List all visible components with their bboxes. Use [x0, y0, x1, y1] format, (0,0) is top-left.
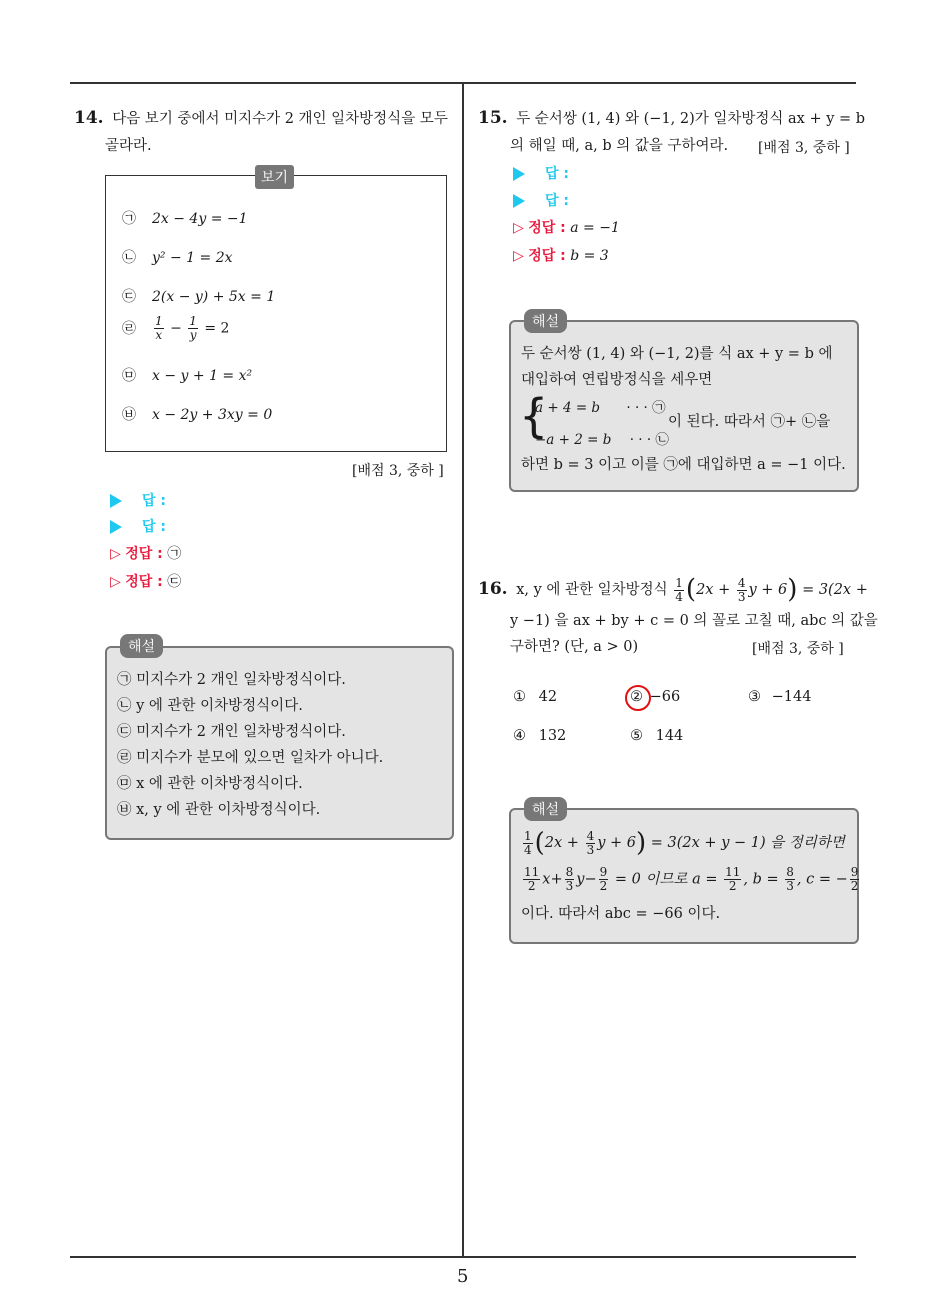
example-item — [122, 315, 229, 342]
question-text-line1: 두 순서쌍 (1, 4) 와 (−1, 2)가 일차방정식 ax + y = b — [516, 111, 866, 127]
solution-line: ㉠ 미지수가 2 개인 일차방정식이다. — [117, 672, 346, 688]
example-item — [122, 286, 275, 306]
item-expression: 2x − 4y = −1 — [152, 211, 248, 227]
solution-line: 이다. 따라서 abc = −66 이다. — [521, 906, 721, 922]
example-item — [122, 404, 272, 424]
item-expression-tail: = 2 — [204, 320, 230, 337]
column-divider — [462, 82, 464, 1257]
outline-triangle-icon: ▷ — [110, 574, 121, 590]
choice-marker: ③ — [748, 689, 761, 705]
question-text-line3: 구하면? (단, a > 0) — [510, 639, 639, 655]
score-tag: [배점 3, 중하 ] — [752, 641, 844, 657]
score-tag: [배점 3, 중하 ] — [352, 463, 444, 479]
system-equation-2: −a + 2 = b · · · ㉡ — [535, 432, 669, 448]
fraction: $\frac{1}{x}$ — [155, 314, 163, 342]
solution-line: ㉤ x 에 관한 이차방정식이다. — [117, 776, 303, 792]
answer-label: 답 : — [142, 493, 166, 509]
question-text-line2: y −1) 을 ax + by + c = 0 의 꼴로 고칠 때, abc 의 값을 — [510, 613, 878, 629]
outline-triangle-icon: ▷ — [513, 220, 524, 236]
choice-marker: ④ — [513, 728, 526, 744]
solution-line: $\frac{1}{4}$ (2x + $\frac{4}{3}$ y + 6) = 3(2x + y − 1) 을 정리하면 — [524, 828, 845, 858]
solution-line: $\frac{11}{2}$ x+ $\frac{8}{3}$ y− $\frac{9}{2}$ = 0 이므로 a = $\frac{11}{2}$ , b = $\frac{8}{3}$ , c = − $\frac{9}{2}$ — [524, 865, 859, 893]
answer-label: 답 : — [545, 193, 569, 209]
system-equation-1: a + 4 = b · · · ㉠ — [535, 400, 666, 416]
choice-2[interactable]: ② −66 — [630, 689, 681, 705]
correct-label: 정답 : — [528, 220, 566, 236]
item-expression: x − 2y + 3xy = 0 — [152, 407, 273, 423]
question-text-line2: 의 해일 때, a, b 의 값을 구하여라. — [510, 138, 729, 154]
item-marker: ㉤ — [122, 368, 136, 384]
item-marker: ㉥ — [122, 407, 136, 423]
correct-value: ㉠ — [167, 546, 182, 562]
solution-line: ㉢ 미지수가 2 개인 일차방정식이다. — [117, 724, 346, 740]
play-icon — [513, 194, 525, 208]
choice-1[interactable]: ① 42 — [513, 689, 558, 705]
choice-5[interactable]: ⑤ 144 — [630, 728, 684, 744]
solution-title: 해설 — [120, 634, 163, 658]
correct-answer — [110, 571, 181, 591]
answer-field[interactable] — [110, 516, 166, 536]
item-marker: ㉠ — [122, 211, 136, 227]
correct-answer — [513, 245, 609, 265]
correct-answer — [513, 217, 620, 237]
item-expression: 2(x − y) + 5x = 1 — [152, 289, 276, 305]
example-item — [122, 365, 252, 385]
outline-triangle-icon: ▷ — [110, 546, 121, 562]
item-marker: ㉡ — [122, 250, 136, 266]
question-text-line1: 16. x, y 에 관한 일차방정식 $\frac{1}{4}$ (2x + $\frac{4}{3}$ y + 6) = 3(2x + — [478, 574, 868, 605]
score-tag: [배점 3, 중하 ] — [758, 140, 850, 156]
item-marker: ㉣ — [122, 320, 136, 337]
item-expression: y² − 1 = 2x — [152, 250, 233, 266]
outline-triangle-icon: ▷ — [513, 248, 524, 264]
question-number: 14. — [74, 108, 104, 128]
answer-label: 답 : — [545, 166, 569, 182]
answer-field[interactable] — [513, 163, 569, 183]
correct-value: b = 3 — [570, 248, 609, 264]
solution-line: ㉥ x, y 에 관한 이차방정식이다. — [117, 802, 321, 818]
example-item — [122, 247, 233, 267]
choice-marker: ⑤ — [630, 728, 643, 744]
solution-line: 이 된다. 따라서 ㉠+ ㉡을 — [668, 414, 831, 430]
correct-value: ㉢ — [167, 574, 182, 590]
choice-marker: ② — [630, 689, 643, 705]
item-marker: ㉢ — [122, 289, 136, 305]
play-icon — [513, 167, 525, 181]
question-text-line1: 다음 보기 중에서 미지수가 2 개인 일차방정식을 모두 — [112, 111, 448, 127]
solution-line: ㉡ y 에 관한 이차방정식이다. — [117, 698, 303, 714]
play-icon — [110, 520, 122, 534]
minus-sign: − — [170, 320, 182, 337]
solution-title: 해설 — [524, 309, 567, 333]
answer-label: 답 : — [142, 519, 166, 535]
question-number: 15. — [478, 108, 508, 128]
system-brace: { — [519, 389, 549, 443]
page-number: 5 — [457, 1266, 469, 1287]
solution-line: ㉣ 미지수가 분모에 있으면 일차가 아니다. — [117, 750, 384, 766]
example-item — [122, 208, 248, 228]
choice-marker: ① — [513, 689, 526, 705]
choice-3[interactable]: ③ −144 — [748, 689, 812, 705]
solution-line: 대입하여 연립방정식을 세우면 — [521, 372, 713, 388]
choice-4[interactable]: ④ 132 — [513, 728, 567, 744]
play-icon — [110, 494, 122, 508]
solution-title: 해설 — [524, 797, 567, 821]
correct-answer — [110, 543, 181, 563]
correct-label: 정답 : — [528, 248, 566, 264]
example-box-title: 보기 — [255, 165, 294, 189]
question-text-line2: 골라라. — [105, 138, 152, 154]
correct-value: a = −1 — [570, 220, 620, 236]
answer-field[interactable] — [513, 190, 569, 210]
solution-line: 두 순서쌍 (1, 4) 와 (−1, 2)를 식 ax + y = b 에 — [521, 346, 833, 362]
bottom-rule — [70, 1256, 856, 1258]
correct-label: 정답 : — [125, 574, 163, 590]
answer-field[interactable] — [110, 490, 166, 510]
fraction: $\frac{1}{y}$ — [189, 314, 197, 342]
solution-line: 하면 b = 3 이고 이를 ㉠에 대입하면 a = −1 이다. — [521, 457, 846, 473]
item-expression: x − y + 1 = x² — [152, 368, 253, 384]
correct-label: 정답 : — [125, 546, 163, 562]
